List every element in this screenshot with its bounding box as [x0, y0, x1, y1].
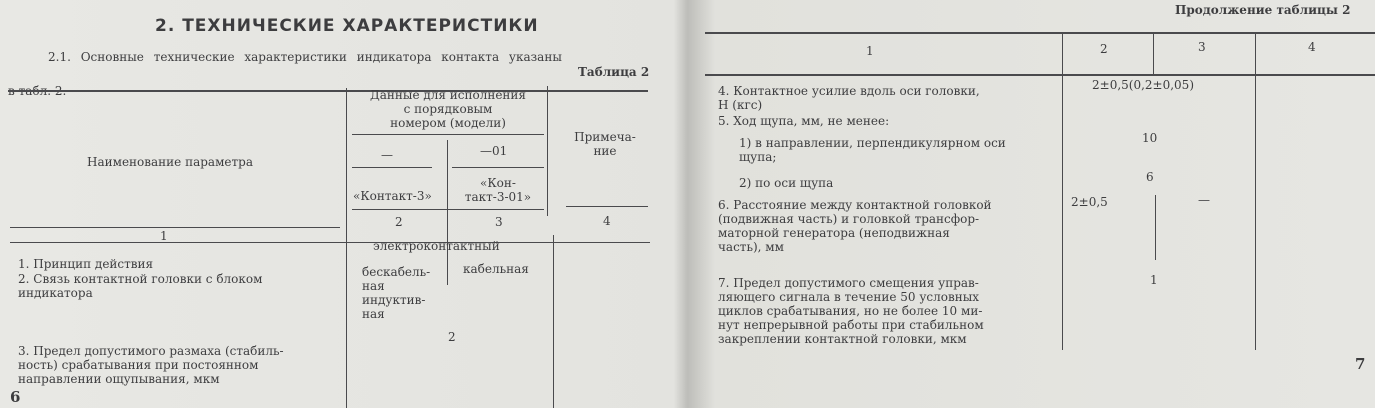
right-row-5-1-value: 10 — [1142, 131, 1158, 145]
col-header-model1-name: «Контакт-3» — [353, 189, 432, 203]
right-row-7-value: 1 — [1150, 273, 1158, 287]
row-2-value1: бескабель- ная индуктив- ная — [362, 265, 431, 321]
col-num-2: 2 — [395, 215, 403, 229]
col-header-data: Данные для исполнения с порядковым номером (модели) — [370, 88, 526, 130]
right-row-6-value2: — — [1198, 193, 1210, 207]
table-label: Таблица 2 — [578, 65, 650, 79]
table-hline-header2a — [352, 167, 432, 168]
right-row-6-name: 6. Расстояние между контактной головкой (подвижная часть) и головкой трансфор- маторной генератора (неподвижная часть), мм — [718, 198, 992, 254]
page-number-left: 6 — [10, 388, 21, 406]
table-hline-header1 — [352, 134, 544, 135]
col-num-4: 4 — [603, 214, 611, 228]
right-row-4-value: 2±0,5(0,2±0,05) — [1092, 78, 1194, 92]
row-3-value: 2 — [448, 330, 456, 344]
right-row-4-name: 4. Контактное усилие вдоль оси головки, Н (кгс) — [718, 84, 980, 112]
right-col-num-4: 4 — [1308, 40, 1316, 54]
right-vline-col2-top — [1153, 32, 1154, 76]
right-col-num-1: 1 — [866, 44, 874, 58]
page-number-right: 7 — [1355, 355, 1366, 373]
right-table-top-rule — [705, 32, 1375, 34]
right-row-5-2-name: 2) по оси щупа — [739, 176, 834, 190]
row-1-name: 1. Принцип действия — [18, 257, 154, 271]
col-header-model2-num: —01 — [480, 144, 508, 158]
right-row-5-1-name: 1) в направлении, перпендикулярном оси щупа; — [739, 136, 1006, 164]
table-hline-body-top — [10, 242, 650, 243]
table-vline-col2 — [447, 140, 448, 285]
table-hline-header3 — [352, 209, 544, 210]
col-num-1: 1 — [160, 229, 168, 243]
col-header-model2-name: «Кон- такт-3-01» — [464, 176, 532, 204]
right-row-6-value1: 2±0,5 — [1071, 195, 1108, 209]
table-vline-col1 — [346, 88, 347, 408]
right-vline-col3 — [1255, 32, 1256, 350]
col-header-param: Наименование параметра — [87, 155, 253, 169]
row-3-name: 3. Предел допустимого размаха (стабиль- ность) срабатывания при постоянном направлении ощупывания, мкм — [18, 344, 284, 386]
right-row-5-2-value: 6 — [1146, 170, 1154, 184]
table-vline-col3b — [553, 235, 554, 408]
right-col-num-3: 3 — [1198, 40, 1206, 54]
table-hline-header2b — [452, 167, 544, 168]
table-vline-col3a — [547, 86, 548, 216]
continuation-label: Продолжение таблицы 2 — [1175, 3, 1351, 17]
row-2-value2: кабельная — [463, 262, 529, 276]
intro-text-line1: 2.1. Основные технические характеристики индикатора контакта указаны — [48, 50, 562, 64]
table-hline-num-top — [10, 227, 340, 228]
col-header-notes: Примеча- ние — [574, 130, 636, 158]
right-col-num-2: 2 — [1100, 42, 1108, 56]
right-row-7-name: 7. Предел допустимого смещения управ- ляющего сигнала в течение 50 условных циклов срабатывания, но не более 10 ми- нут непрерывной работы при стабильном закреплении контактной головки, мкм — [718, 276, 984, 346]
section-heading: 2. ТЕХНИЧЕСКИЕ ХАРАКТЕРИСТИКИ — [155, 16, 539, 36]
right-vline-col2-mid — [1155, 195, 1156, 260]
right-vline-col1 — [1062, 32, 1063, 350]
col-num-3: 3 — [495, 215, 503, 229]
table-top-rule — [8, 90, 648, 92]
right-row-5-name: 5. Ход щупа, мм, не менее: — [718, 114, 890, 128]
row-2-name: 2. Связь контактной головки с блоком индикатора — [18, 272, 263, 300]
right-table-header-rule — [705, 74, 1375, 76]
row-1-value: электроконтактный — [373, 239, 500, 253]
col-header-model1-num: — — [381, 148, 393, 162]
table-hline-notes — [566, 206, 648, 207]
